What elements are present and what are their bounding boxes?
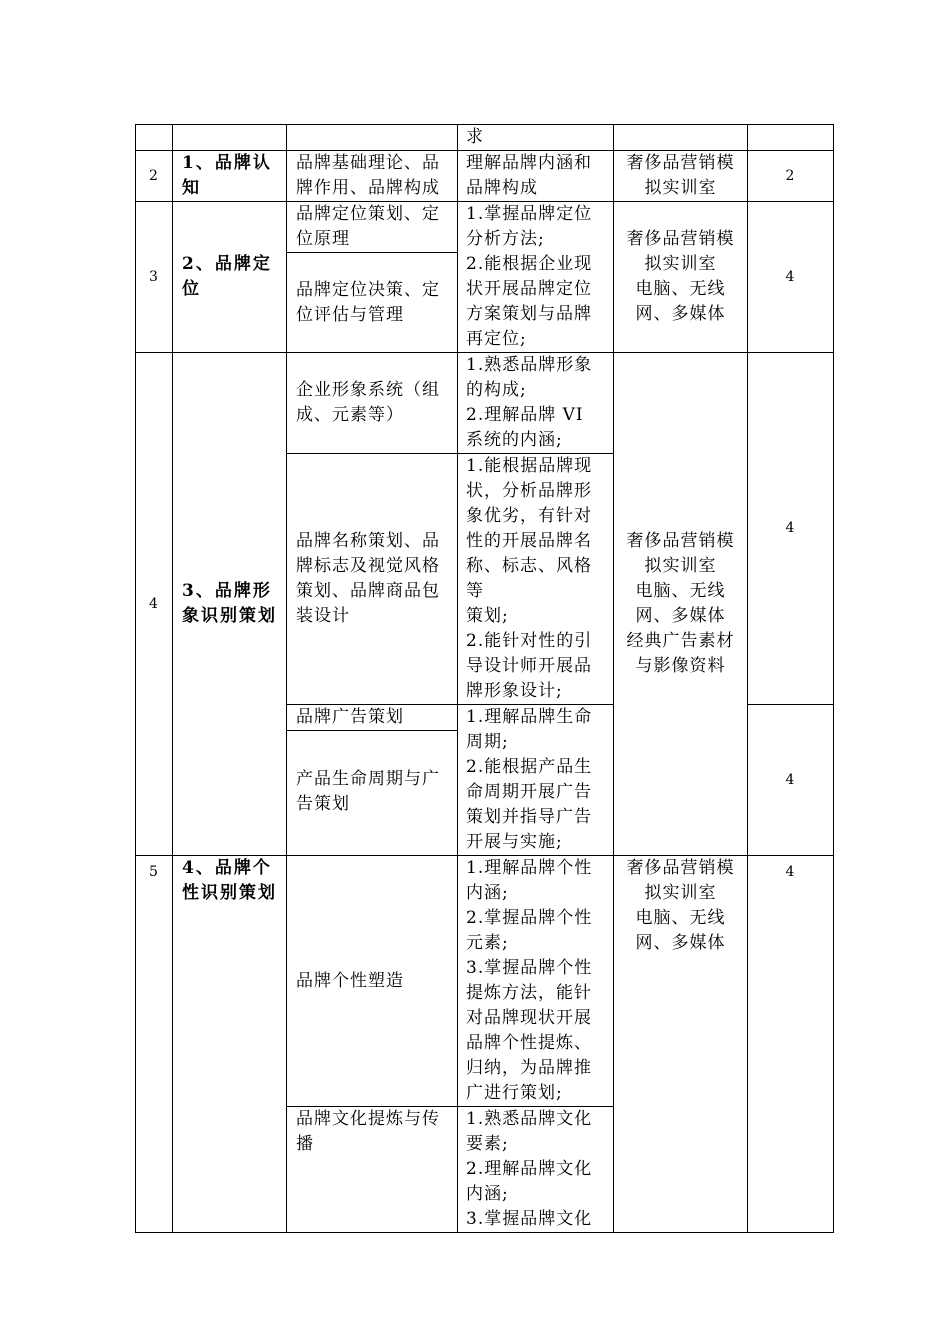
content-cell: 产品生命周期与广 告策划 [287, 731, 458, 856]
topic-cell: 2、品牌定 位 [173, 202, 287, 353]
row-number: 5 [136, 856, 173, 1233]
resource-cell: 奢侈品营销模 拟实训室 电脑、无线 网、多媒体 经典广告素材 与影像资料 [614, 353, 748, 856]
row-number: 4 [136, 353, 173, 856]
topic-cell: 4、品牌个 性识别策划 [173, 856, 287, 1233]
content-cell: 品牌定位决策、定 位评估与管理 [287, 253, 458, 353]
content-cell: 品牌个性塑造 [287, 856, 458, 1107]
requirement-cell: 理解品牌内涵和 品牌构成 [458, 151, 614, 202]
content-cell: 品牌名称策划、品 牌标志及视觉风格 策划、品牌商品包 装设计 [287, 454, 458, 705]
content-cell: 品牌广告策划 [287, 705, 458, 731]
content-cell: 企业形象系统（组 成、元素等） [287, 353, 458, 454]
requirement-cell: 1.熟悉品牌文化 要素; 2.理解品牌文化 内涵; 3.掌握品牌文化 [458, 1107, 614, 1233]
table-row [136, 353, 834, 454]
hours-cell: 4 [748, 353, 834, 705]
requirement-cell: 求 [458, 125, 614, 151]
content-cell: 品牌基础理论、品 牌作用、品牌构成 [287, 151, 458, 202]
requirement-cell: 1.理解品牌个性 内涵; 2.掌握品牌个性 元素; 3.掌握品牌个性 提炼方法，能针 对品牌现状开展 品牌个性提炼、 归纳，为品牌推 广进行策划; [458, 856, 614, 1107]
topic-cell: 1、品牌认 知 [173, 151, 287, 202]
requirement-cell: 1.掌握品牌定位 分析方法; 2.能根据企业现 状开展品牌定位 方案策划与品牌 再定位; [458, 202, 614, 353]
table-row [136, 856, 834, 1107]
row-number: 3 [136, 202, 173, 353]
hours-cell: 4 [748, 705, 834, 856]
hours-cell: 4 [748, 202, 834, 353]
row-number: 2 [136, 151, 173, 202]
requirement-cell: 1.能根据品牌现 状，分析品牌形 象优劣，有针对 性的开展品牌名 称、标志、风格等 策划; 2.能针对性的引 导设计师开展品 牌形象设计; [458, 454, 614, 705]
table-row [136, 151, 834, 202]
content-cell: 品牌文化提炼与传 播 [287, 1107, 458, 1233]
resource-cell: 奢侈品营销模 拟实训室 [614, 151, 748, 202]
course-content-table [135, 124, 834, 1233]
resource-cell: 奢侈品营销模 拟实训室 电脑、无线 网、多媒体 [614, 856, 748, 1233]
requirement-cell: 1.熟悉品牌形象 的构成; 2.理解品牌 VI 系统的内涵; [458, 353, 614, 454]
table-row [136, 125, 834, 151]
hours-cell: 4 [748, 856, 834, 1233]
requirement-cell: 1.理解品牌生命 周期; 2.能根据产品生 命周期开展广告 策划并指导广告 开展与实施; [458, 705, 614, 856]
topic-cell: 3、品牌形 象识别策划 [173, 353, 287, 856]
resource-cell: 奢侈品营销模 拟实训室 电脑、无线 网、多媒体 [614, 202, 748, 353]
hours-cell: 2 [748, 151, 834, 202]
content-cell: 品牌定位策划、定 位原理 [287, 202, 458, 253]
table-row [136, 202, 834, 253]
